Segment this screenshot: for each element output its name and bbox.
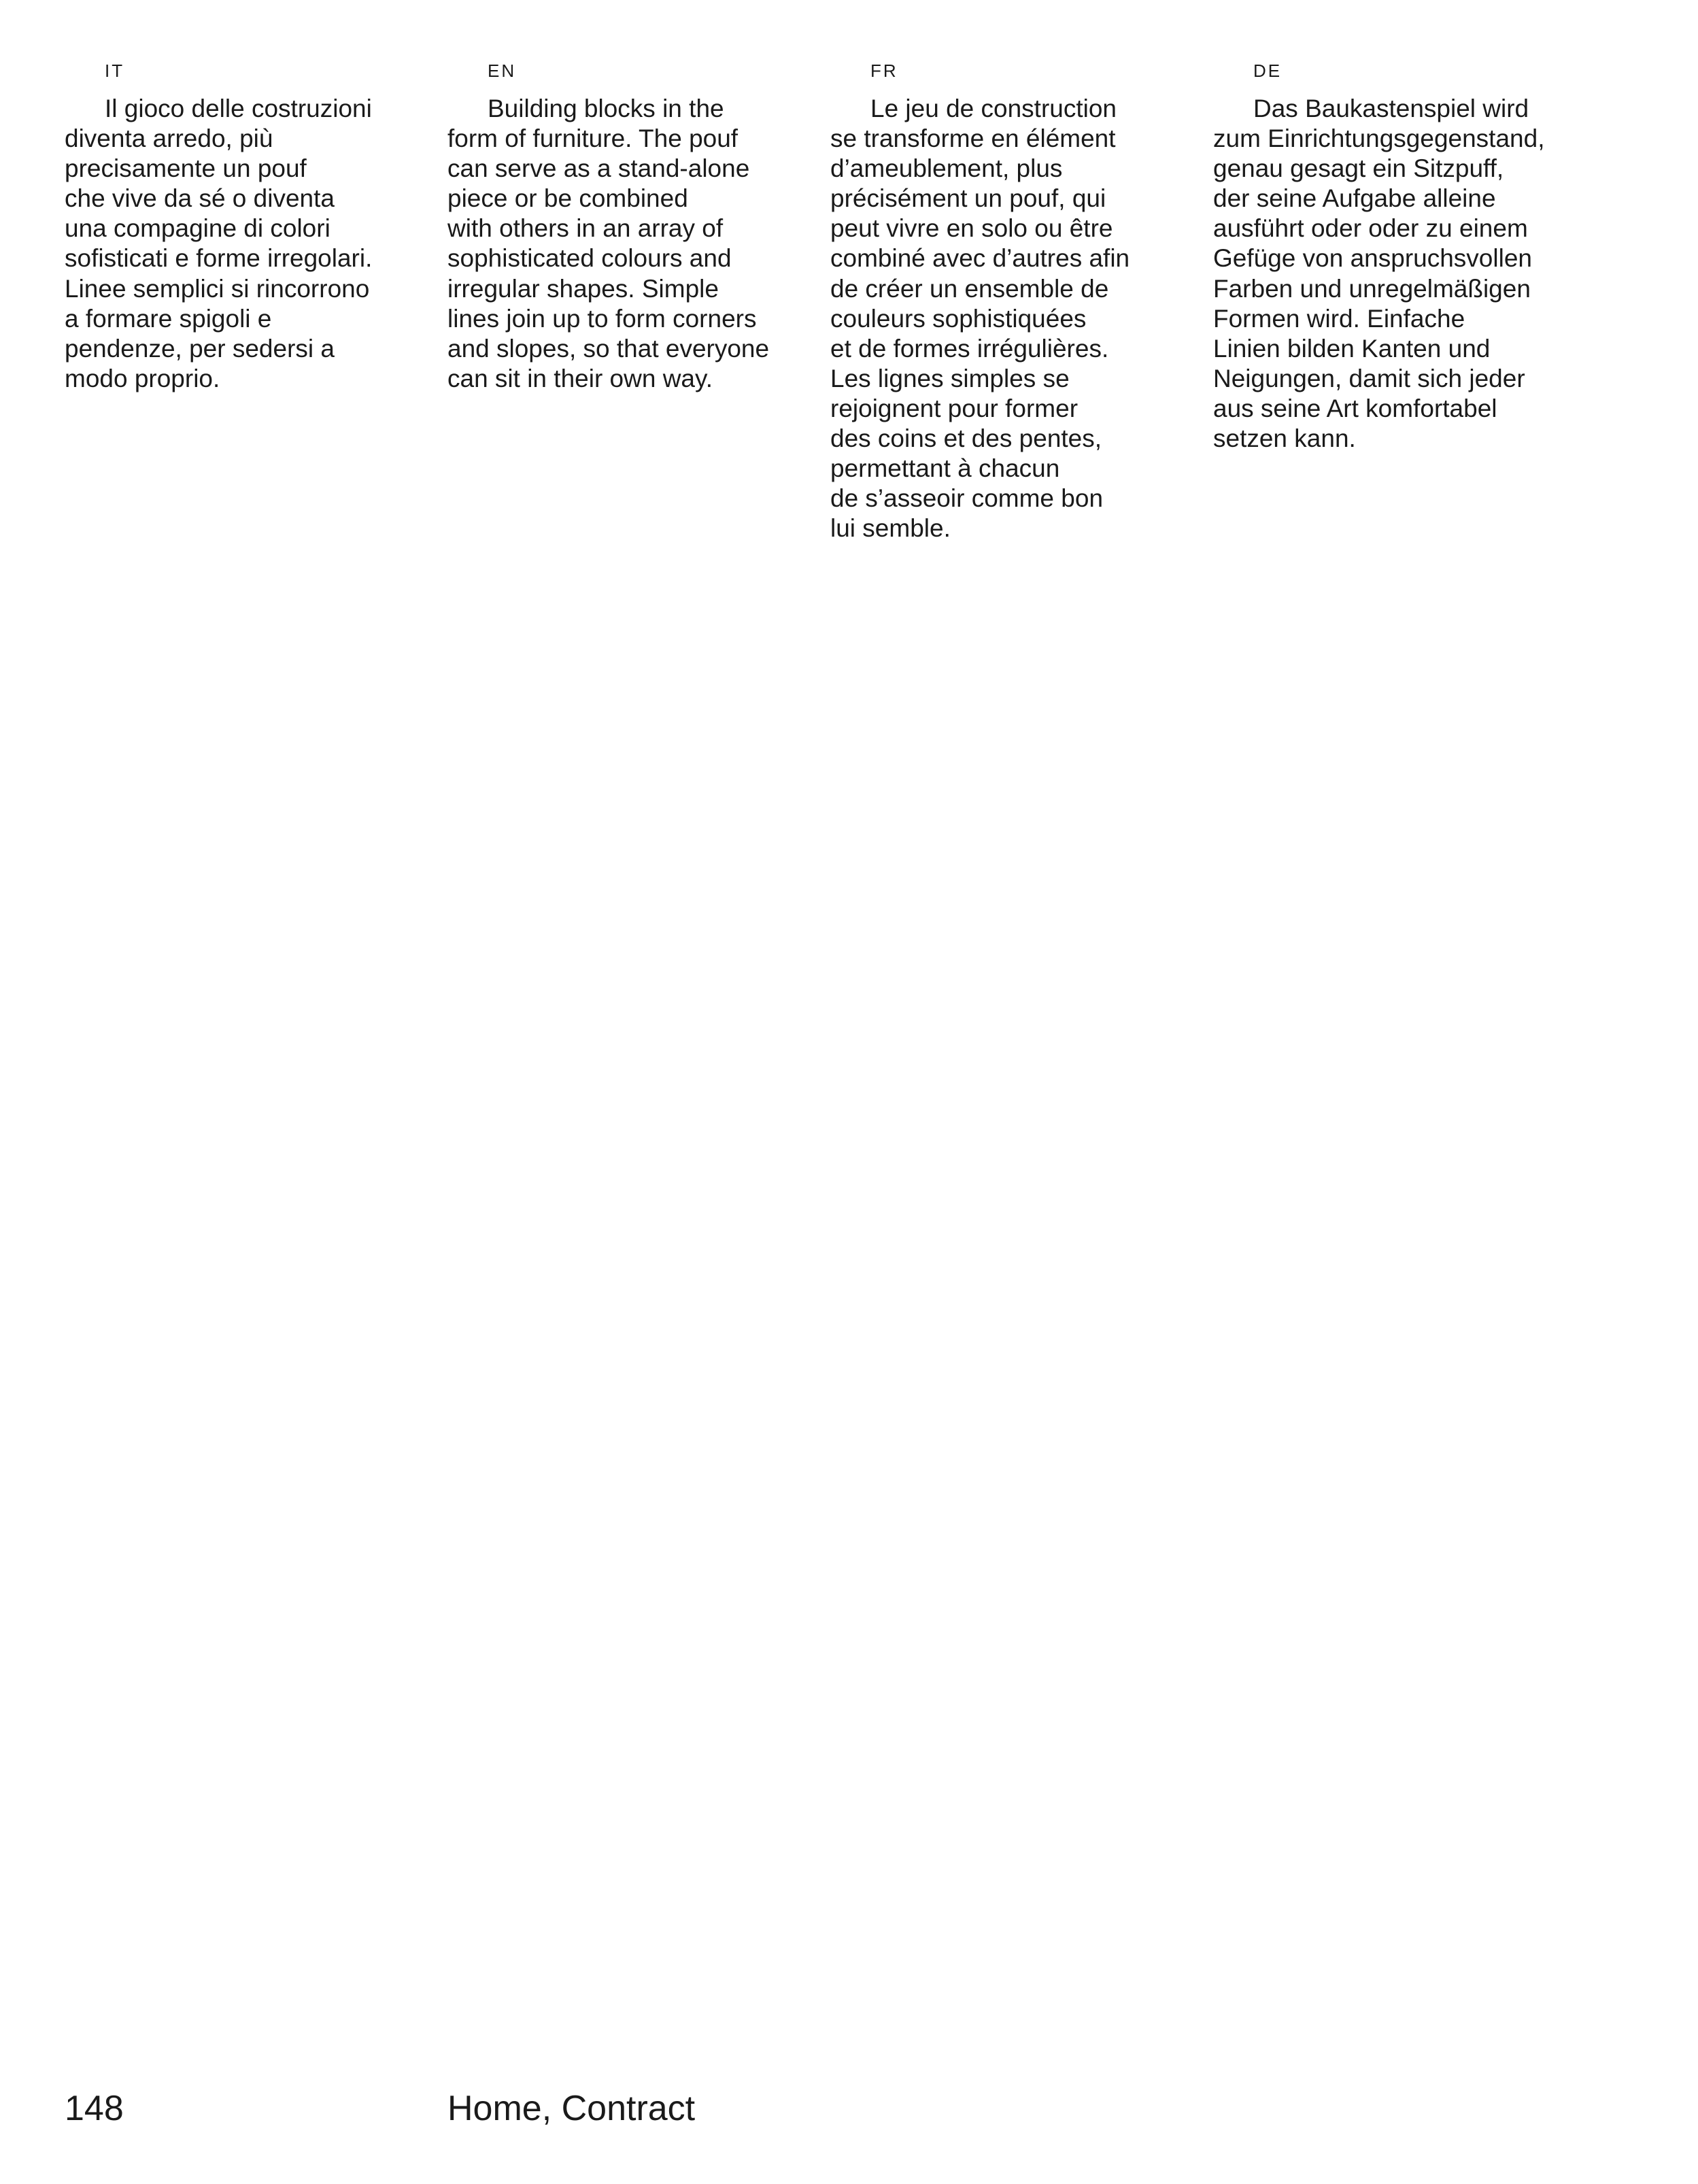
text-line: des coins et des pentes, xyxy=(830,424,1102,453)
text-line: et de formes irrégulières. xyxy=(830,334,1109,363)
text-line: Linee semplici si rincorrono xyxy=(65,274,370,303)
language-label-en: EN xyxy=(488,61,517,81)
column-french xyxy=(830,58,1198,543)
text-line: Farben und unregelmäßigen xyxy=(1213,274,1531,303)
text-line: d’ameublement, plus xyxy=(830,154,1063,183)
paragraph-it xyxy=(65,94,432,394)
text-line: Il gioco delle costruzioni xyxy=(105,95,372,122)
text-line: de créer un ensemble de xyxy=(830,274,1109,303)
text-line: genau gesagt ein Sitzpuff, xyxy=(1213,154,1504,183)
text-line: Neigungen, damit sich jeder xyxy=(1213,364,1525,392)
text-line: setzen kann. xyxy=(1213,424,1356,453)
text-line: precisamente un pouf xyxy=(65,154,307,183)
text-line: se transforme en élément xyxy=(830,124,1116,153)
text-line: can serve as a stand-alone xyxy=(447,154,750,183)
text-line: Gefüge von anspruchsvollen xyxy=(1213,244,1532,273)
text-line: Le jeu de construction xyxy=(870,95,1117,122)
language-label-de: DE xyxy=(1253,61,1283,81)
language-label-it: IT xyxy=(105,61,125,81)
text-line: ausführt oder oder zu einem xyxy=(1213,214,1528,243)
text-line: aus seine Art komfortabel xyxy=(1213,394,1497,422)
text-line: permettant à chacun xyxy=(830,454,1060,483)
text-line: rejoignent pour former xyxy=(830,394,1079,422)
text-line: piece or be combined xyxy=(447,184,688,213)
paragraph-en xyxy=(447,94,815,394)
text-line: diventa arredo, più xyxy=(65,124,273,153)
text-line: una compagine di colori xyxy=(65,214,330,243)
paragraph-fr xyxy=(830,94,1198,543)
text-line: with others in an array of xyxy=(447,214,724,243)
text-line: Formen wird. Einfache xyxy=(1213,304,1465,333)
text-line: zum Einrichtungsgegenstand, xyxy=(1213,124,1545,153)
text-line: sophisticated colours and xyxy=(447,244,732,273)
text-line: Das Baukastenspiel wird xyxy=(1253,95,1529,122)
text-line: form of furniture. The pouf xyxy=(447,124,738,153)
column-german xyxy=(1213,58,1580,454)
text-line: sofisticati e forme irregolari. xyxy=(65,244,373,273)
text-line: pendenze, per sedersi a xyxy=(65,334,335,363)
text-line: combiné avec d’autres afin xyxy=(830,244,1130,273)
text-line: a formare spigoli e xyxy=(65,304,272,333)
text-line: lines join up to form corners xyxy=(447,304,757,333)
paragraph-de xyxy=(1213,94,1580,454)
text-line: Les lignes simples se xyxy=(830,364,1070,392)
text-line: der seine Aufgabe alleine xyxy=(1213,184,1496,213)
section-title: Home, Contract xyxy=(447,2089,696,2128)
text-line: couleurs sophistiquées xyxy=(830,304,1087,333)
page-number: 148 xyxy=(65,2089,124,2128)
text-line: che vive da sé o diventa xyxy=(65,184,335,213)
text-line: Linien bilden Kanten und xyxy=(1213,334,1491,363)
text-line: précisément un pouf, qui xyxy=(830,184,1106,213)
text-line: peut vivre en solo ou être xyxy=(830,214,1113,243)
column-english xyxy=(447,58,815,394)
column-italian xyxy=(65,58,432,394)
text-line: and slopes, so that everyone xyxy=(447,334,770,363)
text-line: modo proprio. xyxy=(65,364,220,392)
text-line: de s’asseoir comme bon xyxy=(830,484,1104,513)
text-line: irregular shapes. Simple xyxy=(447,274,719,303)
language-label-fr: FR xyxy=(870,61,898,81)
text-line: Building blocks in the xyxy=(488,95,724,122)
text-line: lui semble. xyxy=(830,514,951,543)
text-line: can sit in their own way. xyxy=(447,364,713,392)
